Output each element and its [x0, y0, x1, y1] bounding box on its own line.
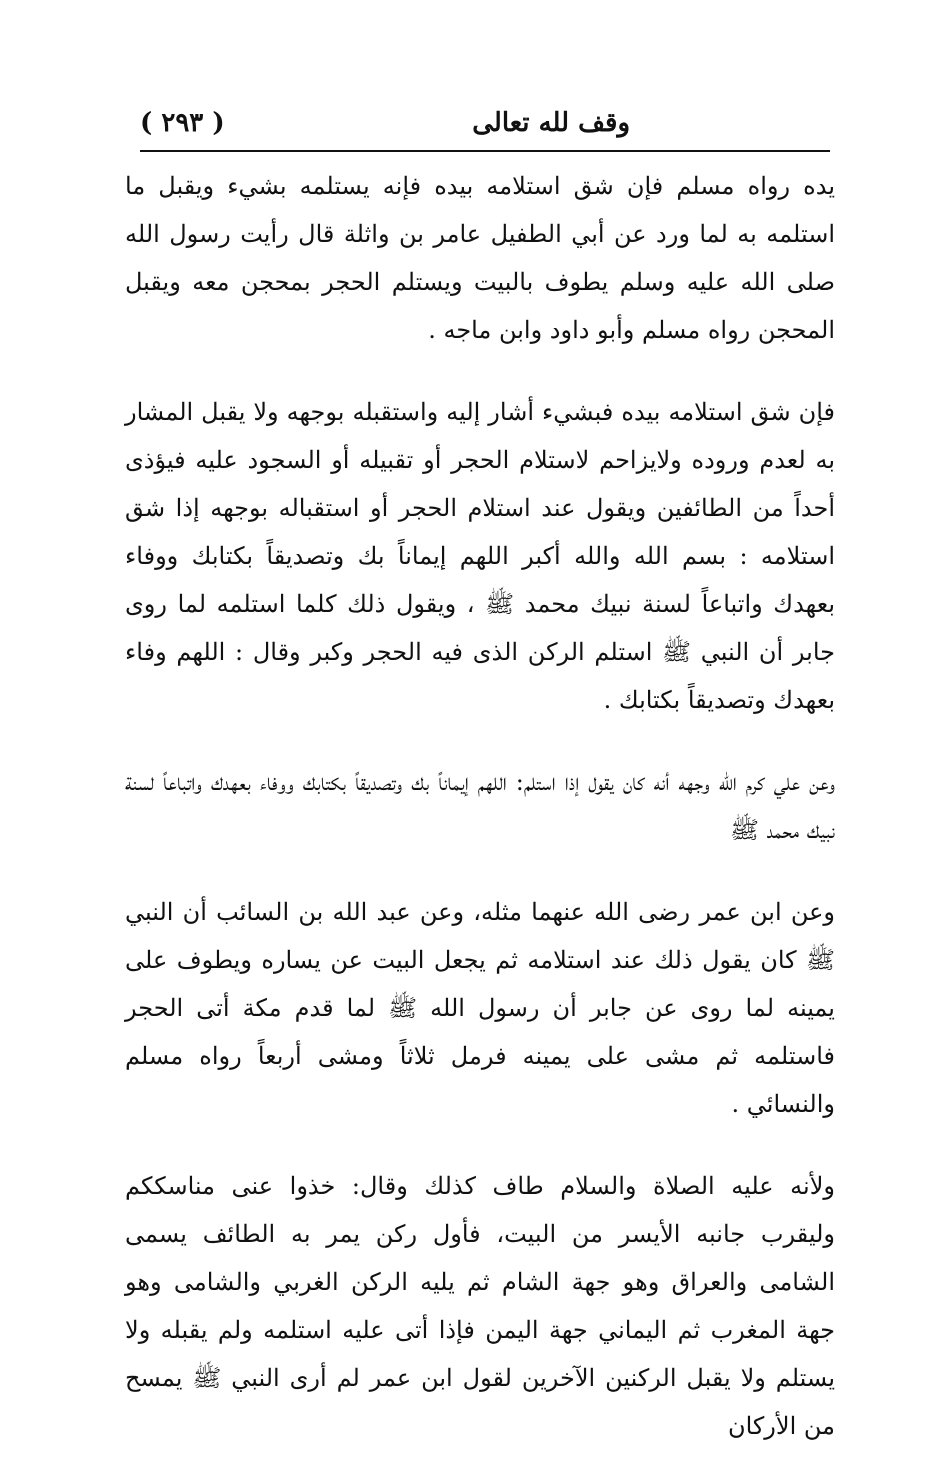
page-number: ( ٢٩٣ )	[140, 108, 225, 138]
header-divider	[140, 150, 830, 152]
paragraph-5: ولأنه عليه الصلاة والسلام طاف كذلك وقال: خذوا عنى مناسككم وليقرب جانبه الأيسر من البيت، فأول ركن يمر به الطائف يسمى الشامى والعراق وهو جهة الشام ثم يليه الركن الغربي والشامى وهو جهة المغرب ثم اليماني جهة اليمن فإذا أتى عليه استلمه ولم يقبله ولا يستلم ولا يقبل الركنين الآخرين لقول ابن عمر لم أرى النبي ﷺ يمسح من الأركان	[125, 1172, 835, 1440]
body-text	[125, 162, 835, 1484]
paragraph-3: وعن علي كرم الله وجهه أنه كان يقول إذا استلم: اللهم إيماناً بك وتصديقاً بكتابك ووفاء بعهدك واتباعاً لسنة نبيك محمد ﷺ	[125, 768, 836, 844]
paragraph-4: وعن ابن عمر رضى الله عنهما مثله، وعن عبد الله بن السائب أن النبي ﷺ كان يقول ذلك عند استلامه ثم يجعل البيت عن يساره ويطوف على يمينه لما روى عن جابر أن رسول الله ﷺ لما قدم مكة أتى الحجر فاستلمه ثم مشى على يمينه فرمل ثلاثاً ومشى أربعاً رواه مسلم والنسائي .	[125, 898, 835, 1118]
page-header	[140, 100, 830, 150]
running-title: وقف لله تعالى	[472, 108, 630, 138]
paragraph-2: فإن شق استلامه بيده فبشيء أشار إليه واستقبله بوجهه ولا يقبل المشار به لعدم وروده ولايزاحم لاستلام الحجر أو تقبيله أو السجود عليه فيؤذى أحداً من الطائفين ويقول عند استلام الحجر أو استقباله بوجهه إذا شق استلامه : بسم الله والله أكبر اللهم إيماناً بك وتصديقاً بكتابك ووفاء بعهدك واتباعاً لسنة نبيك محمد ﷺ ، ويقول ذلك كلما استلمه لما روى جابر أن النبي ﷺ استلم الركن الذى فيه الحجر وكبر وقال : اللهم وفاء بعهدك وتصديقاً بكتابك .	[125, 398, 836, 714]
paragraph-1: يده رواه مسلم فإن شق استلامه بيده فإنه يستلمه بشيء ويقبل ما استلمه به لما ورد عن أبي الطفيل عامر بن واثلة قال رأيت رسول الله صلى الله عليه وسلم يطوف بالبيت ويستلم الحجر بمحجن معه ويقبل المحجن رواه مسلم وأبو داود وابن ماجه .	[125, 172, 835, 344]
